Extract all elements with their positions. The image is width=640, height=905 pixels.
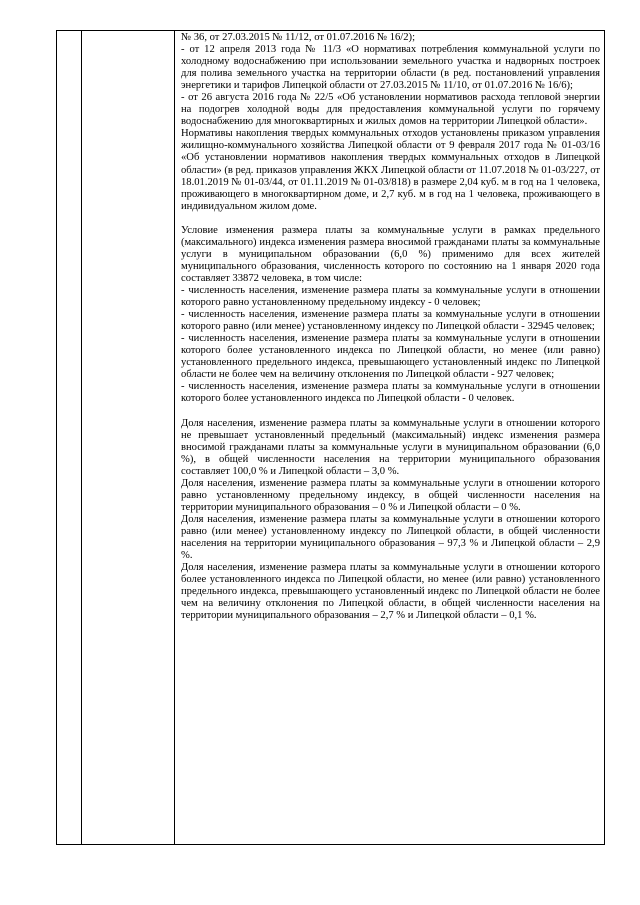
paragraph-gap <box>181 213 600 225</box>
table-row <box>57 31 605 845</box>
paragraph: Нормативы накопления твердых коммунальных отходов установлены приказом управления жилищно-коммунального хозяйства Липецкой области от 9 февраля 2017 года № 01-03/16 «Об установлении нормативов накопления твердых коммунальных отходов в Липецкой области» (в ред. приказов управления ЖКХ Липецкой области от 11.07.2018 № 01-03/227, от 18.01.2019 № 01-03/44, от 01.11.2019 № 01-03/818) в размере 2,04 куб. м в год на 1 человека, проживающего в многоквартирном доме, и 2,7 куб. м в год на 1 человека, проживающего в индивидуальном жилом доме. <box>181 128 600 212</box>
paragraph: Условие изменения размера платы за коммунальные услуги в рамках предельного (максимального) индекса изменения размера вносимой гражданами платы за коммунальные услуги в муниципальном образовании (6,0 %) применимо для всех жителей муниципального образования, численность которого по состоянию на 1 января 2020 года составляет 33872 человека, в том числе: <box>181 224 600 284</box>
paragraph: Доля населения, изменение размера платы за коммунальные услуги в отношении которого более установленного индекса по Липецкой области, но менее (или равно) установленного предельного индекса, превышающего установленный индекс по Липецкой области не более чем на величину отклонения по Липецкой области, в общей численности населения на территории муниципального образования – 2,7 % и Липецкой области – 0,1 %. <box>181 562 600 622</box>
content-cell <box>175 31 605 845</box>
paragraph: № 36, от 27.03.2015 № 11/12, от 01.07.2016 № 16/2); <box>181 32 416 43</box>
document-table <box>56 30 605 845</box>
paragraph-gap <box>181 405 600 417</box>
paragraph: - от 12 апреля 2013 года № 11/3 «О нормативах потребления коммунальной услуги по холодному водоснабжению при использовании земельного участка и надворных построек для полива земельного участка на территории области (в ред. постановлений управления энергетики и тарифов Липецкой области от 27.03.2015 № 11/10, от 01.07.2016 № 16/6); <box>181 44 600 92</box>
number-cell <box>57 31 82 845</box>
paragraph: - численность населения, изменение размера платы за коммунальные услуги в отношении которого более установленного индекса по Липецкой области, но менее (или равно) установленного предельного индекса, превышающего установленный индекс по Липецкой области не более чем на величину отклонения по Липецкой области - 927 человек; <box>181 333 600 381</box>
paragraph: Доля населения, изменение размера платы за коммунальные услуги в отношении которого не превышает установленный предельный (максимальный) индекс изменения размера вносимой гражданами платы за коммунальные услуги в муниципальном образовании (6,0 %), в общей численности населения на территории муниципального образования составляет 100,0 % и Липецкой области – 3,0 %. <box>181 417 600 477</box>
paragraph: Доля населения, изменение размера платы за коммунальные услуги в отношении которого равно установленному предельному индексу, в общей численности населения на территории муниципального образования – 0 % и Липецкой области – 0 %. <box>181 477 600 513</box>
label-cell <box>82 31 175 845</box>
paragraph: - численность населения, изменение размера платы за коммунальные услуги в отношении которого равно (или менее) установленному индексу по Липецкой области - 32945 человек; <box>181 309 600 333</box>
content-text <box>181 32 600 622</box>
paragraph: - численность населения, изменение размера платы за коммунальные услуги в отношении которого более установленного индекса по Липецкой области - 0 человек. <box>181 381 600 405</box>
paragraph: Доля населения, изменение размера платы за коммунальные услуги в отношении которого равно (или менее) установленному индексу по Липецкой области, в общей численности населения на территории муниципального образования – 97,3 % и Липецкой области – 2,9 %. <box>181 513 600 562</box>
paragraph: - от 26 августа 2016 года № 22/5 «Об установлении нормативов расхода тепловой энергии на подогрев холодной воды для предоставления коммунальной услуги по горячему водоснабжению для многоквартирных и жилых домов на территории Липецкой области». <box>181 92 600 128</box>
paragraph: - численность населения, изменение размера платы за коммунальные услуги в отношении которого равно установленному предельному индексу - 0 человек; <box>181 284 600 309</box>
